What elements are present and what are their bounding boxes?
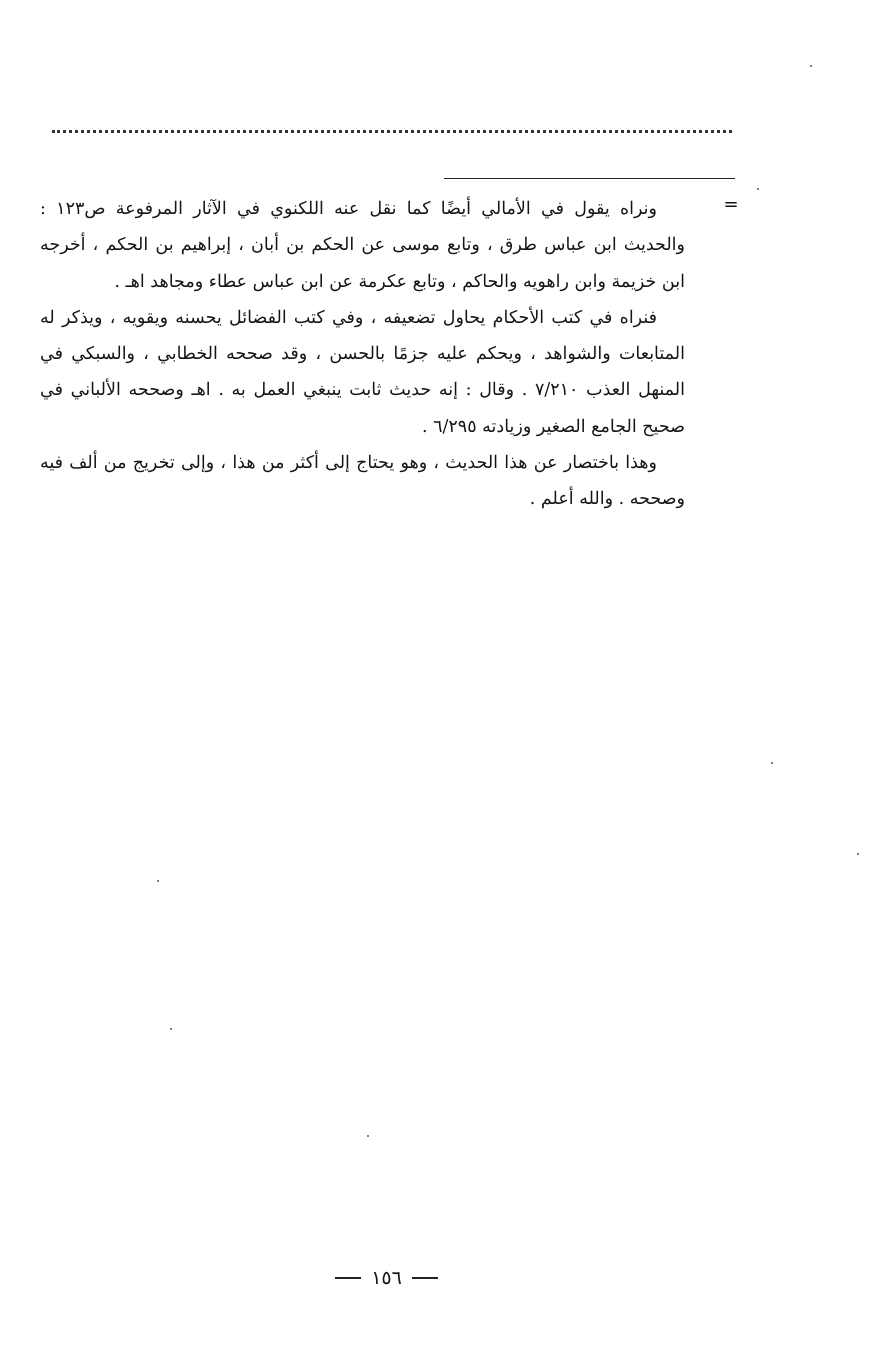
paragraph-2: فنراه في كتب الأحكام يحاول تضعيفه ، وفي كتب الفضائل يحسنه ويقويه ، ويذكر له المتابعات والشواهد ، ويحكم عليه جزمًا بالحسن ، وقد صححه الخطابي ، والسبكي في المنهل العذب ٧/٢١٠ . وقال : إنه حديث ثابت ينبغي العمل به . اهـ وصححه الألباني في صحيح الجامع الصغير وزيادته ٦/٢٩٥ . — [40, 307, 685, 437]
page-number-footer — [300, 1263, 473, 1293]
paragraph-1: ونراه يقول في الأمالي أيضًا كما نقل عنه اللكنوي في الآثار المرفوعة ص١٢٣ : والحديث ابن عباس طرق ، وتابع موسى عن الحكم بن أبان ، إبراهيم بن الحكم ، أخرجه ابن خزيمة وابن راهويه والحاكم ، وتابع عكرمة عن ابن عباس عطاء ومجاهد اهـ . — [40, 199, 685, 292]
dotted-separator — [52, 130, 732, 133]
scan-speck — [757, 188, 759, 190]
scan-speck — [771, 762, 773, 764]
scan-speck — [157, 880, 159, 882]
scan-speck — [170, 1028, 172, 1030]
page-number-dash-right — [412, 1277, 438, 1279]
scan-speck — [367, 1135, 369, 1137]
scan-speck — [857, 853, 859, 855]
page-number-dash-left — [335, 1277, 361, 1279]
scan-speck — [810, 65, 812, 67]
paragraph-3: وهذا باختصار عن هذا الحديث ، وهو يحتاج إلى أكثر من هذا ، وإلى تخريج من ألف فيه وصححه . والله أعلم . — [40, 453, 685, 510]
footnote-rule — [444, 178, 735, 179]
continuation-marker: = — [723, 194, 739, 215]
footnote-text — [40, 191, 685, 518]
page-number: ١٥٦ — [371, 1267, 402, 1289]
